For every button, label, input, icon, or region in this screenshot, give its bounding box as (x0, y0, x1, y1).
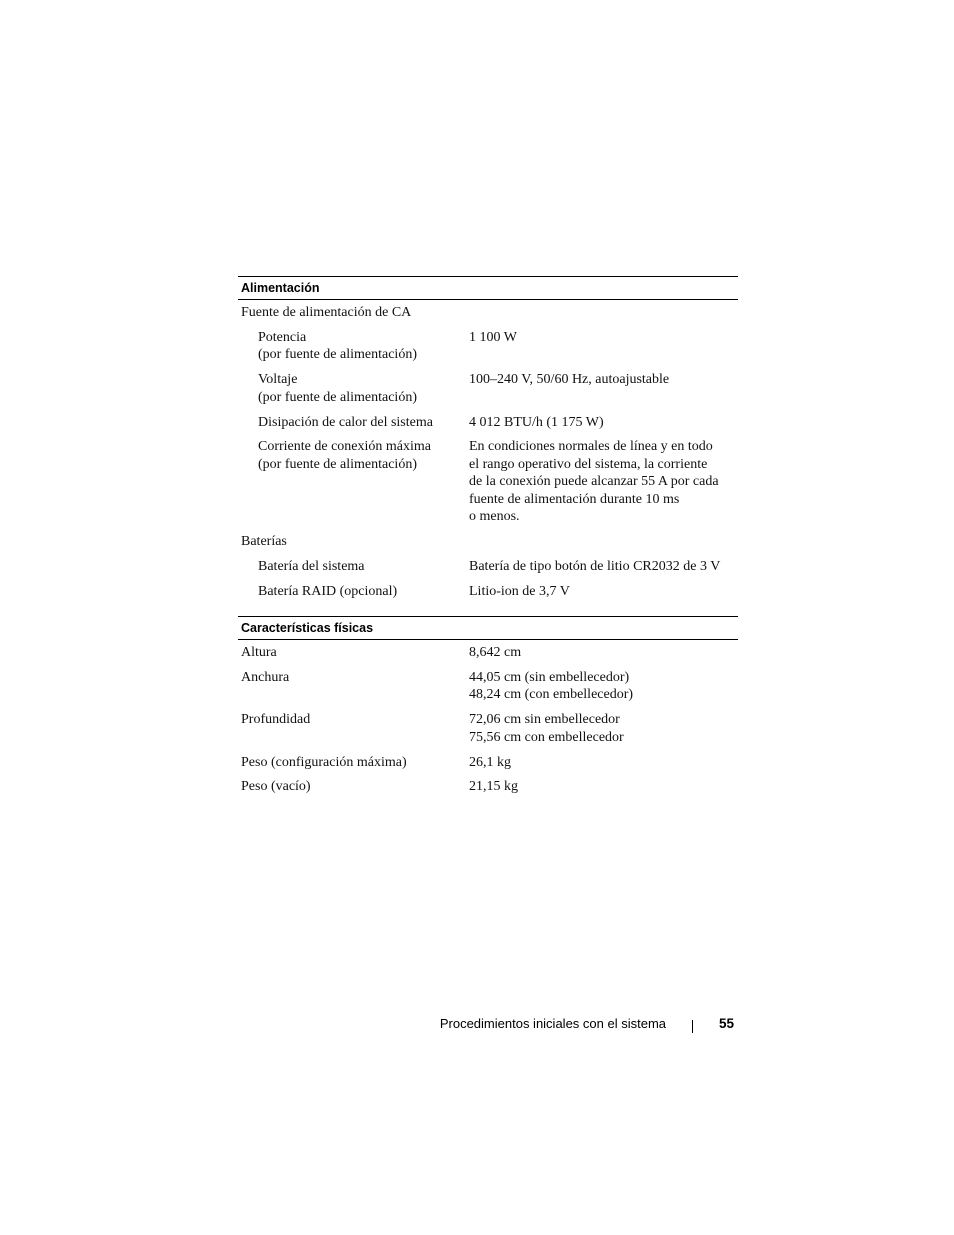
row-value: 4 012 BTU/h (1 175 W) (469, 414, 604, 430)
table-row (238, 529, 738, 554)
page-number: 55 (718, 1016, 734, 1031)
row-value: Litio-ion de 3,7 V (469, 583, 570, 599)
row-value: 8,642 cm (469, 645, 522, 660)
table-row (238, 367, 738, 409)
row-label: Fuente de alimentación de CA (241, 305, 412, 320)
row-label: Voltaje (por fuente de alimentación) (258, 372, 417, 405)
table-row (238, 750, 738, 775)
table-row (238, 579, 738, 604)
table-row (238, 554, 738, 579)
row-label: Profundidad (241, 712, 311, 728)
table-row (238, 410, 738, 435)
row-value (469, 533, 738, 550)
table-row (238, 665, 738, 707)
table-row (238, 300, 738, 325)
row-label: Anchura (241, 669, 290, 685)
row-label: Batería del sistema (258, 558, 365, 574)
row-label: Corriente de conexión máxima (por fuente de alimentación) (258, 439, 431, 472)
table-row (238, 707, 738, 749)
table-row (238, 774, 738, 799)
row-label: Disipación de calor del sistema (258, 414, 433, 430)
row-value: 1 100 W (469, 329, 517, 345)
footer-chapter-title: Procedimientos iniciales con el sistema (439, 1016, 666, 1031)
row-value: 72,06 cm sin embellecedor 75,56 cm con embellecedor (469, 712, 624, 745)
row-label: Peso (configuración máxima) (241, 754, 407, 770)
row-value: 21,15 kg (469, 779, 518, 795)
row-value: 44,05 cm (sin embellecedor) 48,24 cm (con embellecedor) (469, 669, 634, 703)
row-value: Batería de tipo botón de litio CR2032 de 3 V (469, 558, 721, 574)
row-label: Altura (241, 645, 277, 660)
page-footer (0, 1015, 954, 1035)
physical-section-heading: Características físicas (238, 616, 738, 640)
row-value: 26,1 kg (469, 754, 511, 770)
physical-specs-table (238, 616, 738, 799)
power-specs-table (238, 276, 738, 604)
table-row (238, 434, 738, 529)
row-label: Batería RAID (opcional) (258, 583, 398, 599)
row-label: Baterías (241, 533, 287, 549)
footer-separator (692, 1020, 693, 1033)
row-value (469, 304, 738, 321)
table-row (238, 640, 738, 665)
table-row (238, 325, 738, 367)
power-section-heading: Alimentación (238, 276, 738, 300)
row-label: Potencia (por fuente de alimentación) (258, 329, 417, 363)
row-label: Peso (vacío) (241, 779, 311, 795)
row-value: En condiciones normales de línea y en todo el rango operativo del sistema, la corriente de la conexión puede alcanzar 55 A por cada fuente de alimentación durante 10 ms o menos. (469, 439, 719, 525)
row-value: 100–240 V, 50/60 Hz, autoajustable (469, 372, 670, 388)
